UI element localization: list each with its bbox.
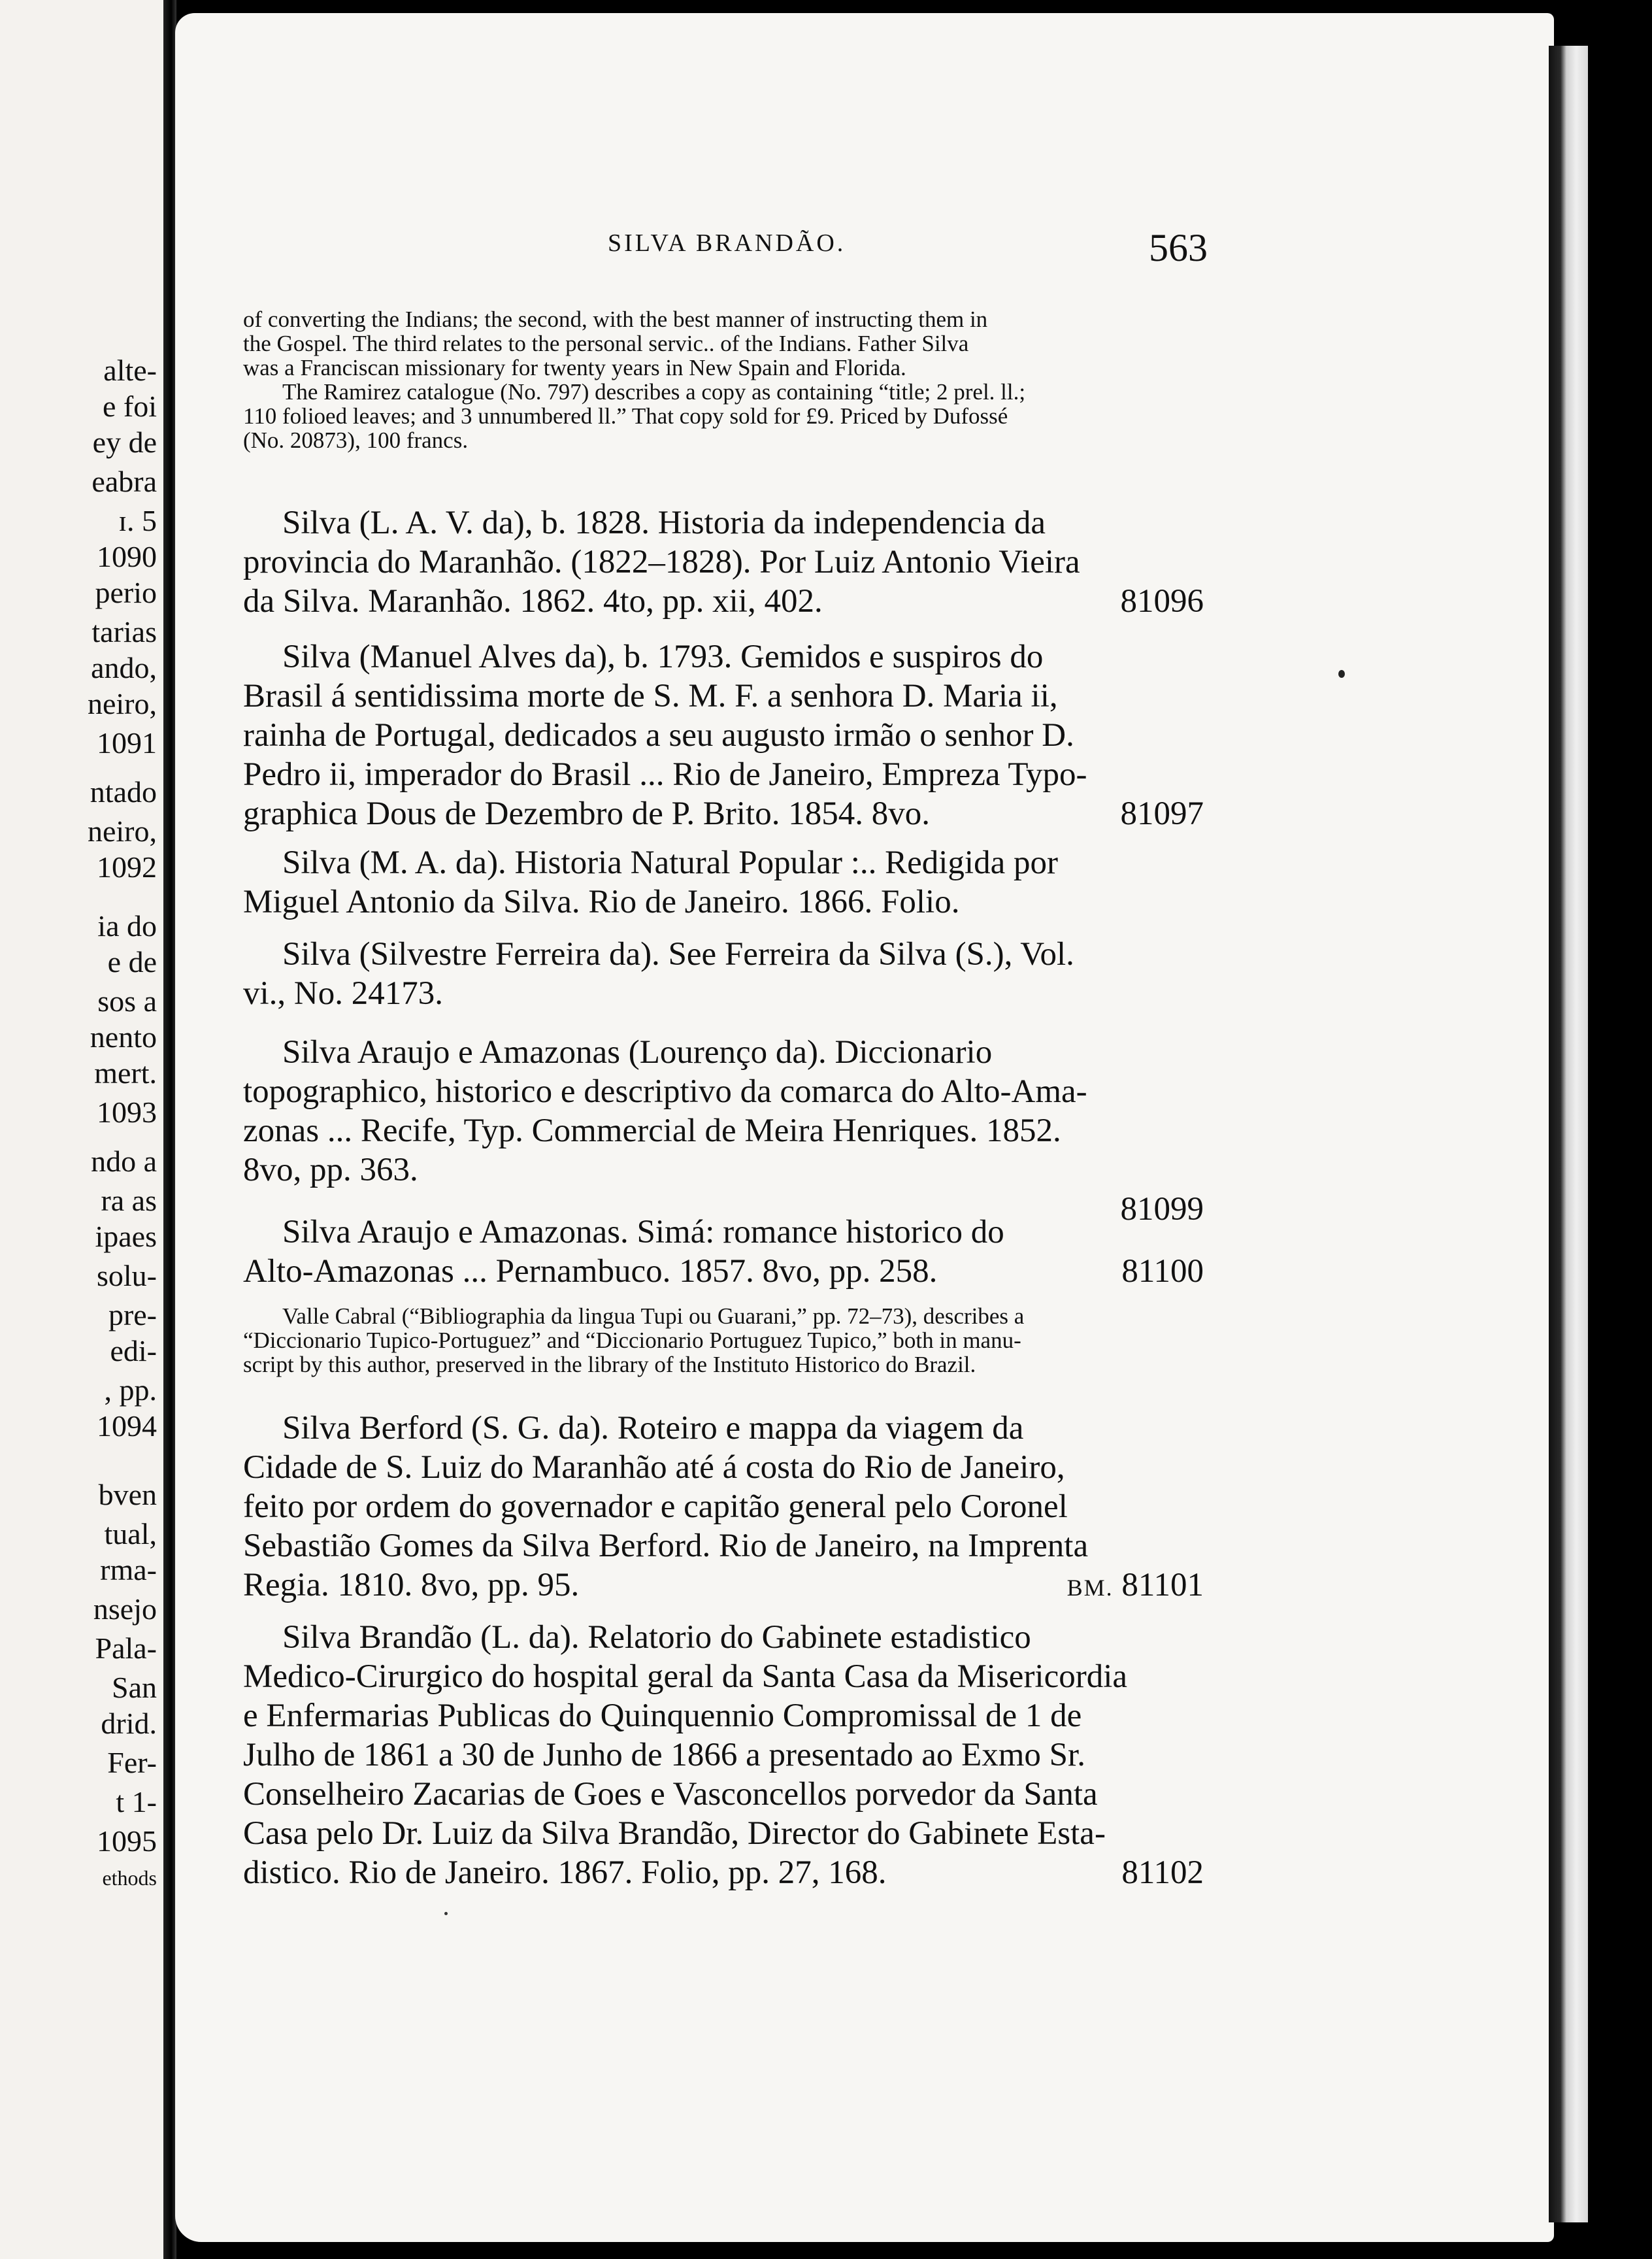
left-page-fragment: t 1- <box>116 1785 157 1818</box>
entry-line: Silva Araujo e Amazonas. Simá: romance historico do <box>282 1214 1004 1250</box>
left-page-fragment: pre- <box>108 1298 157 1331</box>
entry-number: 81100 <box>1121 1253 1204 1290</box>
continuation-note <box>243 307 1204 452</box>
note-line: Valle Cabral (“Bibliographia da lingua Tupi ou Guarani,” pp. 72–73), describes a <box>282 1303 1025 1329</box>
background-dark <box>1588 0 1652 2259</box>
entry-line: e Enfermarias Publicas do Quinquennio Compromissal de 1 de <box>243 1698 1082 1734</box>
entry-line: provincia do Maranhão. (1822–1828). Por Luiz Antonio Vieira <box>243 544 1080 580</box>
entry-line: topographico, historico e descriptivo da comarca do Alto-Ama- <box>243 1073 1087 1110</box>
left-page-fragment: ipaes <box>95 1220 157 1253</box>
entry-line: Silva (Manuel Alves da), b. 1793. Gemidos e suspiros do <box>282 639 1044 675</box>
entry-line: Silva (L. A. V. da), b. 1828. Historia da independencia da <box>282 505 1046 541</box>
left-page-fragment: bven <box>98 1478 157 1511</box>
left-page-fragment: 1094 <box>97 1409 157 1443</box>
entry-81101 <box>243 1409 1204 1607</box>
note-line: “Diccionario Tupico-Portuguez” and “Diccionario Portuguez Tupico,” both in manu- <box>243 1328 1021 1353</box>
entry-line: Miguel Antonio da Silva. Rio de Janeiro. 1866. Folio. <box>243 884 960 920</box>
page-edge-stack <box>1549 46 1588 2222</box>
entry-line: zonas ... Recife, Typ. Commercial de Meira Henriques. 1852. <box>243 1113 1061 1149</box>
entry-line: Cidade de S. Luiz do Maranhão até á costa do Rio de Janeiro, <box>243 1449 1065 1486</box>
left-page-fragment: edi- <box>110 1334 157 1367</box>
left-page-fragment: mert. <box>94 1056 157 1090</box>
left-page-fragment: San <box>112 1671 157 1704</box>
entry-line-text: graphica Dous de Dezembro de P. Brito. 1854. 8vo. <box>243 795 930 832</box>
entry-number <box>1067 1565 1204 1607</box>
left-page-fragment: 1095 <box>97 1824 157 1858</box>
left-page-fragment: ando, <box>91 651 157 684</box>
entry-line <box>243 1565 1204 1605</box>
entry-line: vi., No. 24173. <box>243 975 443 1012</box>
left-page-fragment: drid. <box>101 1707 157 1740</box>
entry-line: Silva (Silvestre Ferreira da). See Ferreira da Silva (S.), Vol. <box>282 936 1074 973</box>
note-line: 110 folioed leaves; and 3 unnumbered ll.” That copy sold for £9. Priced by Dufossé <box>243 403 1008 429</box>
entry-line <box>243 794 1204 833</box>
entry-line: Conselheiro Zacarias de Goes e Vasconcellos porvedor da Santa <box>243 1776 1098 1813</box>
entry-line: Medico-Cirurgico do hospital geral da Santa Casa da Misericordia <box>243 1658 1128 1695</box>
entry-line: rainha de Portugal, dedicados a seu augusto irmão o senhor D. <box>243 717 1074 754</box>
left-page-fragment: ntado <box>90 775 157 809</box>
left-page-fragment: Fer- <box>107 1746 157 1779</box>
entry-silva-ma <box>243 843 1204 922</box>
left-page-fragment: 1090 <box>97 540 157 573</box>
entry-line: Sebastião Gomes da Silva Berford. Rio de Janeiro, na Imprenta <box>243 1528 1089 1564</box>
entry-81100 <box>243 1213 1204 1291</box>
entry-line: Casa pelo Dr. Luiz da Silva Brandão, Director do Gabinete Esta- <box>243 1815 1106 1852</box>
left-page-fragment: neiro, <box>87 687 157 720</box>
left-page-fragment: neiro, <box>87 814 157 848</box>
left-page-fragment: 1092 <box>97 850 157 884</box>
entry-line <box>243 1853 1204 1892</box>
left-page-fragment: , pp. <box>104 1373 157 1407</box>
left-page-fragment: sos a <box>97 984 157 1018</box>
left-page-fragment: perio <box>95 576 157 609</box>
left-page-fragment: Pala- <box>95 1632 157 1665</box>
note-line: of converting the Indians; the second, with the best manner of instructing them in <box>243 307 988 332</box>
left-page-fragment: solu- <box>97 1259 157 1292</box>
entry-line: Pedro ii, imperador do Brasil ... Rio de Janeiro, Empreza Typo- <box>243 756 1087 793</box>
note-line: (No. 20873), 100 francs. <box>243 427 469 453</box>
left-page-fragment: e foi <box>102 390 157 423</box>
left-page-fragment: ndo a <box>91 1145 157 1178</box>
entry-number: 81097 <box>1120 795 1204 832</box>
entry-number: 81102 <box>1121 1854 1204 1891</box>
left-page-fragment: 1091 <box>97 726 157 760</box>
left-page-fragment: nsejo <box>93 1592 157 1626</box>
entry-line: feito por ordem do governador e capitão general pelo Coronel <box>243 1488 1068 1525</box>
valle-cabral-note <box>243 1304 1204 1377</box>
entry-line: Silva (M. A. da). Historia Natural Popular :.. Redigida por <box>282 845 1058 881</box>
entry-line-text: distico. Rio de Janeiro. 1867. Folio, pp. 27, 168. <box>243 1854 887 1891</box>
left-page-fragment: e de <box>107 945 157 979</box>
note-line: was a Franciscan missionary for twenty years in New Spain and Florida. <box>243 355 906 380</box>
entry-number: 81099 <box>1120 1191 1204 1228</box>
entry-line <box>243 1252 1204 1291</box>
left-page <box>0 0 163 2259</box>
page-number: 563 <box>1149 226 1208 269</box>
left-page-fragment: eabra <box>91 465 157 498</box>
entry-line: Silva Araujo e Amazonas (Lourenço da). Diccionario <box>282 1034 993 1071</box>
left-page-fragment: rma- <box>100 1553 157 1586</box>
note-line: script by this author, preserved in the library of the Instituto Historico do Brazil. <box>243 1352 976 1377</box>
entry-line-text: Alto-Amazonas ... Pernambuco. 1857. 8vo, pp. 258. <box>243 1253 938 1290</box>
left-page-fragment: alte- <box>103 354 157 387</box>
left-page-fragment: nento <box>90 1020 157 1054</box>
entry-number: 81096 <box>1120 583 1204 620</box>
left-page-fragment: ey de <box>92 426 157 459</box>
ink-speck <box>1338 670 1345 678</box>
entry-line: Julho de 1861 a 30 de Junho de 1866 a presentado ao Exmo Sr. <box>243 1737 1085 1773</box>
left-page-fragment: ra as <box>101 1184 157 1217</box>
ink-dot <box>444 1912 448 1915</box>
entry-81102 <box>243 1618 1204 1892</box>
entry-81097 <box>243 637 1204 833</box>
entry-line <box>243 582 1204 621</box>
note-line: The Ramirez catalogue (No. 797) describes a copy as containing “title; 2 prel. ll.; <box>282 379 1026 405</box>
running-head: SILVA BRANDÃO. <box>608 229 846 257</box>
entry-number-value: 81101 <box>1121 1567 1204 1603</box>
note-line: the Gospel. The third relates to the personal servic.. of the Indians. Father Silva <box>243 331 969 356</box>
entry-line: 8vo, pp. 363. <box>243 1152 418 1188</box>
entry-81096 <box>243 503 1204 621</box>
bm-mark: BM. <box>1066 1575 1114 1601</box>
left-page-fragment: ia do <box>97 909 157 943</box>
left-page-fragment: tarias <box>91 615 157 648</box>
left-page-fragment: ethods <box>102 1866 157 1890</box>
entry-silvestre <box>243 935 1204 1013</box>
entry-line: Brasil á sentidissima morte de S. M. F. a senhora D. Maria ii, <box>243 678 1058 714</box>
entry-line-text: Regia. 1810. 8vo, pp. 95. <box>243 1567 580 1603</box>
left-page-fragment: ɪ. 5 <box>118 504 157 537</box>
left-page-fragment: tual, <box>104 1517 157 1550</box>
book-gutter <box>163 0 176 2259</box>
left-page-fragment: 1093 <box>97 1096 157 1129</box>
entry-81099 <box>243 1033 1204 1229</box>
entry-line: Silva Brandão (L. da). Relatorio do Gabinete estadistico <box>282 1619 1031 1656</box>
entry-line-text: da Silva. Maranhão. 1862. 4to, pp. xii, 402. <box>243 583 823 620</box>
entry-line: Silva Berford (S. G. da). Roteiro e mappa da viagem da <box>282 1410 1024 1447</box>
